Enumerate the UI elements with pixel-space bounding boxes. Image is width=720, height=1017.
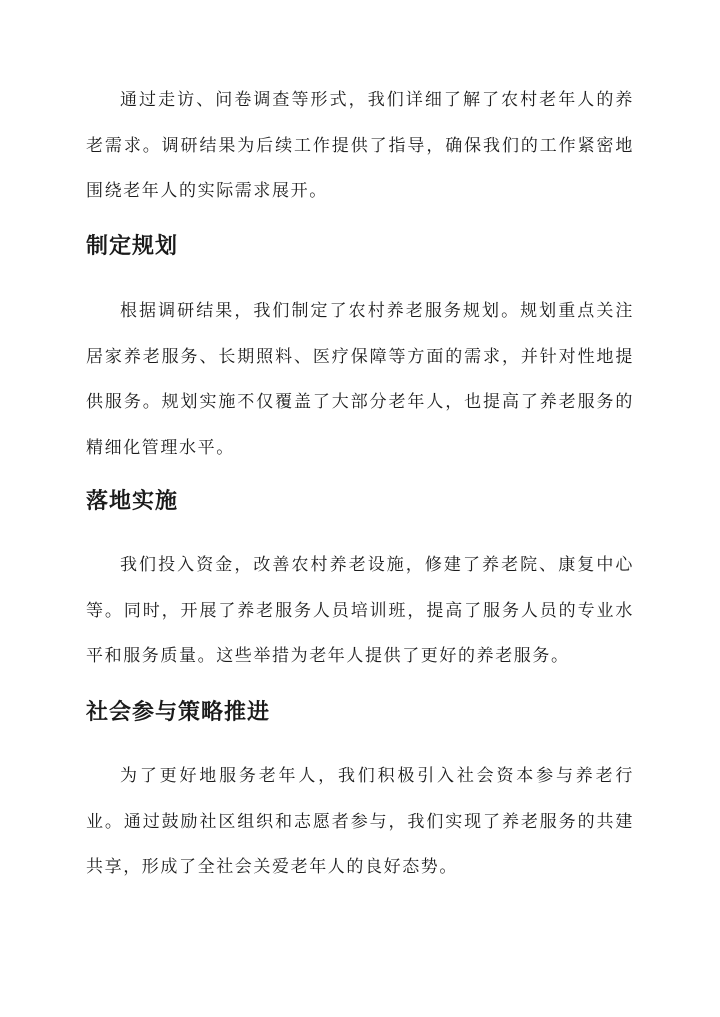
paragraph-social-participation: 为了更好地服务老年人，我们积极引入社会资本参与养老行业。通过鼓励社区组织和志愿者参与，我们实现了养老服务的共建共享，形成了全社会关爱老年人的良好态势。: [86, 766, 634, 877]
heading-social-participation: 社会参与策略推进: [86, 699, 271, 725]
paragraph-planning: 根据调研结果，我们制定了农村养老服务规划。规划重点关注居家养老服务、长期照料、医疗保障等方面的需求，并针对性地提供服务。规划实施不仅覆盖了大部分老年人，也提高了养老服务的精细化管理水平。: [86, 301, 634, 458]
heading-planning: 制定规划: [86, 233, 179, 259]
paragraph-research: 通过走访、问卷调查等形式，我们详细了解了农村老年人的养老需求。调研结果为后续工作提供了指导，确保我们的工作紧密地围绕老年人的实际需求展开。: [86, 90, 634, 201]
heading-implementation: 落地实施: [86, 488, 179, 514]
paragraph-implementation: 我们投入资金，改善农村养老设施，修建了养老院、康复中心等。同时，开展了养老服务人员培训班，提高了服务人员的专业水平和服务质量。这些举措为老年人提供了更好的养老服务。: [86, 555, 634, 666]
